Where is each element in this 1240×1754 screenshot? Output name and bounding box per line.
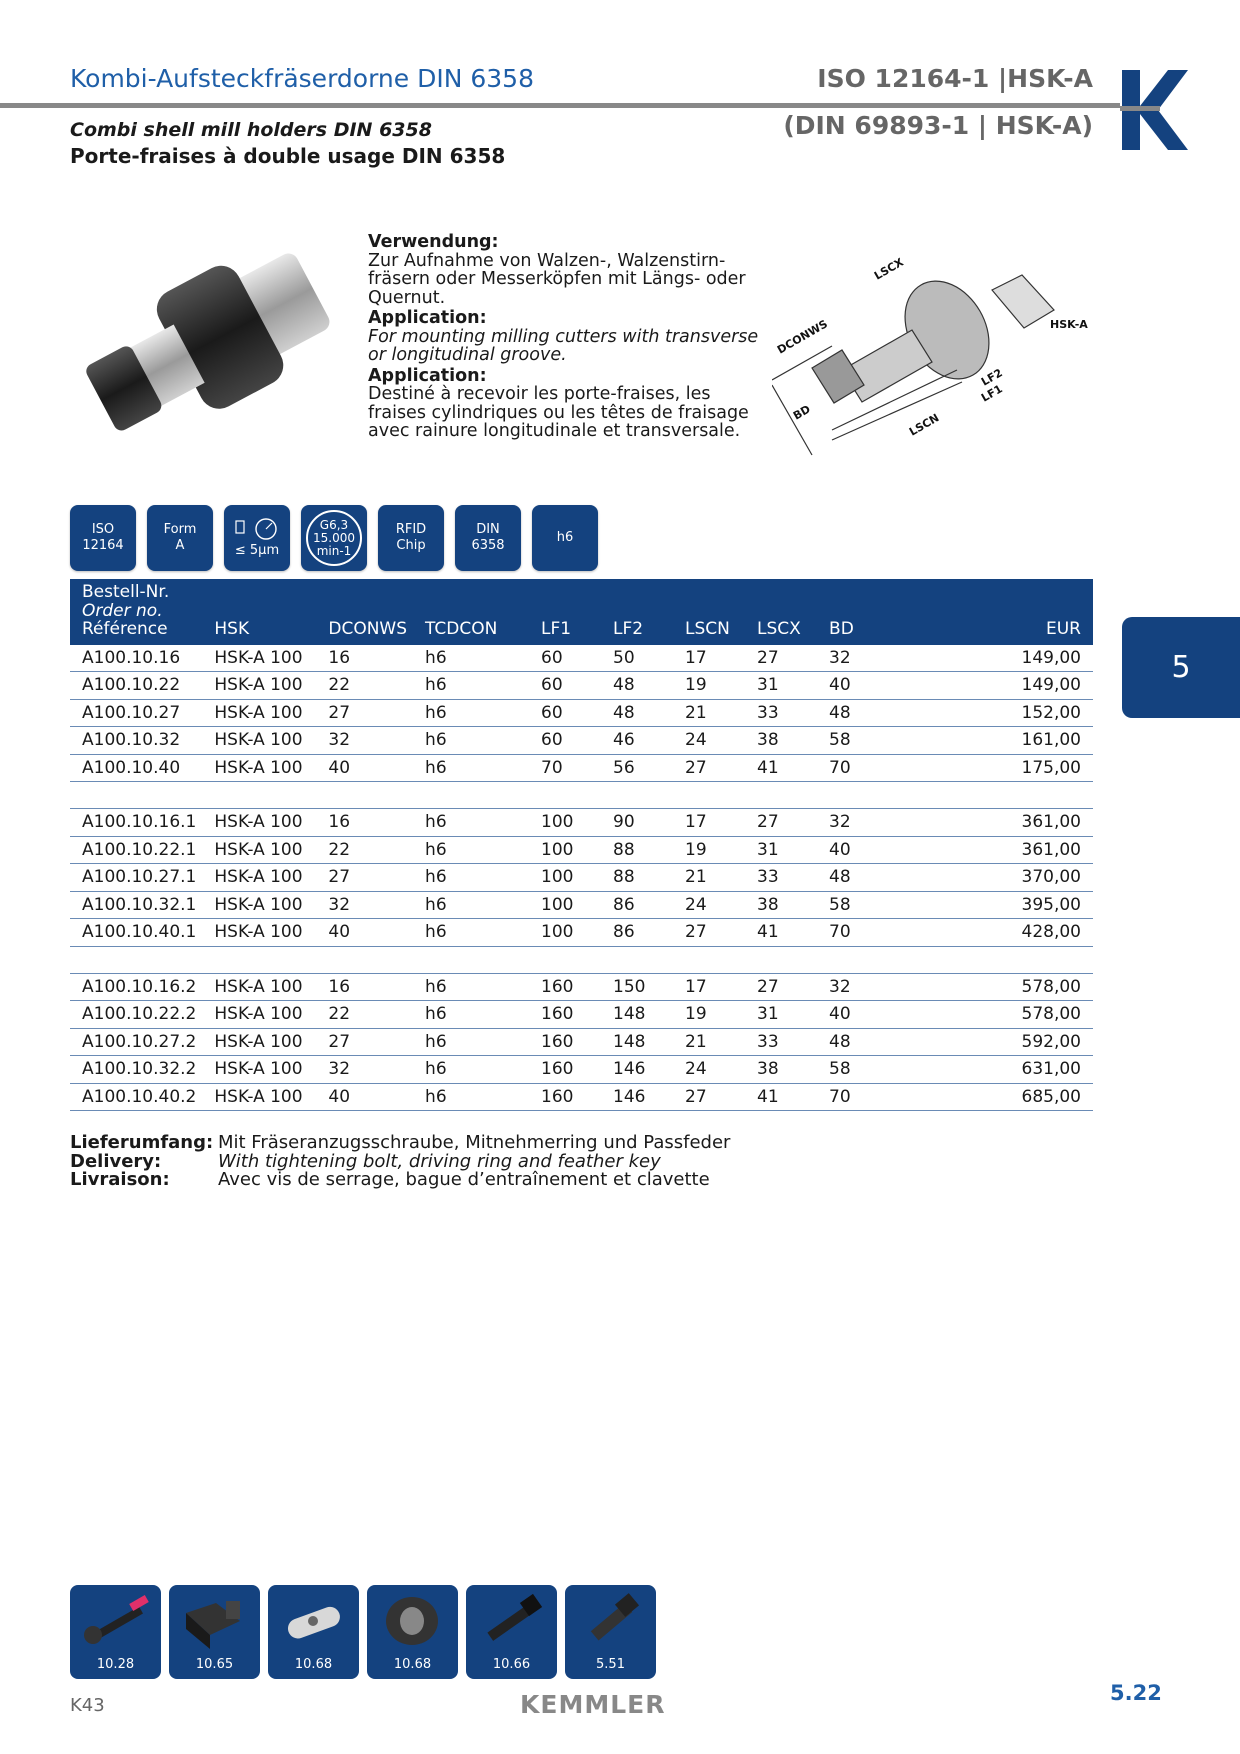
wrench-icon	[75, 1591, 155, 1653]
table-cell: h6	[413, 645, 529, 672]
table-cell: 38	[745, 1056, 817, 1084]
table-cell: 60	[529, 727, 601, 755]
table-cell: HSK-A 100	[202, 754, 316, 782]
table-cell: 38	[745, 727, 817, 755]
table-body	[70, 645, 1093, 1111]
table-row[interactable]	[70, 672, 1093, 700]
table-cell: 88	[601, 864, 673, 892]
header-lscx: LSCX	[745, 579, 817, 645]
table-cell: 100	[529, 864, 601, 892]
table-cell: 631,00	[889, 1056, 1093, 1084]
table-cell: 175,00	[889, 754, 1093, 782]
pull-stud-icon	[570, 1591, 650, 1653]
table-cell: 60	[529, 699, 601, 727]
table-cell: 685,00	[889, 1083, 1093, 1111]
table-cell: 33	[745, 1028, 817, 1056]
table-cell: 31	[745, 1001, 817, 1029]
table-row[interactable]	[70, 727, 1093, 755]
header-order-no: Bestell-Nr. Order no. Référence	[70, 579, 202, 645]
table-cell: 24	[673, 891, 745, 919]
table-cell: h6	[413, 836, 529, 864]
table-cell: 27	[745, 809, 817, 837]
table-cell: 27	[316, 864, 413, 892]
table-cell: HSK-A 100	[202, 891, 316, 919]
accessory-wrench[interactable]: 10.28	[70, 1585, 161, 1679]
table-cell: 40	[316, 1083, 413, 1111]
table-row[interactable]	[70, 645, 1093, 672]
table-row[interactable]	[70, 973, 1093, 1001]
table-cell: 41	[745, 1083, 817, 1111]
table-cell: 21	[673, 1028, 745, 1056]
label-dconws: DCONWS	[775, 317, 830, 357]
table-cell: HSK-A 100	[202, 645, 316, 672]
table-cell: HSK-A 100	[202, 809, 316, 837]
bolt-icon	[471, 1591, 551, 1653]
standard-din: (DIN 69893-1 | HSK-A)	[783, 111, 1093, 140]
table-cell: 27	[316, 699, 413, 727]
table-cell: 100	[529, 891, 601, 919]
table-cell: 58	[817, 1056, 889, 1084]
group-separator	[70, 782, 1093, 809]
table-cell: 578,00	[889, 973, 1093, 1001]
table-cell: 40	[817, 836, 889, 864]
table-cell: 160	[529, 1028, 601, 1056]
table-cell: A100.10.32	[70, 727, 202, 755]
table-cell: h6	[413, 699, 529, 727]
table-cell: 578,00	[889, 1001, 1093, 1029]
table-row[interactable]	[70, 809, 1093, 837]
table-cell: A100.10.40.1	[70, 919, 202, 947]
table-cell: 32	[316, 891, 413, 919]
table-cell: h6	[413, 672, 529, 700]
table-cell: A100.10.27.2	[70, 1028, 202, 1056]
feature-badges	[70, 505, 598, 571]
separator-cell	[70, 946, 1093, 973]
table-cell: 22	[316, 836, 413, 864]
table-row[interactable]	[70, 1001, 1093, 1029]
table-cell: 33	[745, 864, 817, 892]
table-cell: 33	[745, 699, 817, 727]
separator-cell	[70, 782, 1093, 809]
table-cell: A100.10.27	[70, 699, 202, 727]
table-cell: 40	[316, 919, 413, 947]
table-cell: HSK-A 100	[202, 1056, 316, 1084]
table-cell: 361,00	[889, 809, 1093, 837]
table-cell: 46	[601, 727, 673, 755]
header-eur: EUR	[889, 579, 1093, 645]
desc-en-text: For mounting milling cutters with transverse or longitudinal groove.	[368, 326, 759, 365]
table-cell: 100	[529, 836, 601, 864]
table-cell: 32	[316, 1056, 413, 1084]
table-cell: A100.10.32.2	[70, 1056, 202, 1084]
dimension-diagram	[772, 250, 1096, 462]
table-cell: 21	[673, 864, 745, 892]
header-lf1: LF1	[529, 579, 601, 645]
ring-icon	[372, 1591, 452, 1653]
header-rule	[0, 103, 1120, 108]
header-bd: BD	[817, 579, 889, 645]
table-cell: h6	[413, 973, 529, 1001]
table-cell: 27	[316, 1028, 413, 1056]
table-cell: HSK-A 100	[202, 672, 316, 700]
table-cell: 38	[745, 891, 817, 919]
table-cell: 27	[673, 919, 745, 947]
table-cell: 148	[601, 1001, 673, 1029]
table-cell: A100.10.40	[70, 754, 202, 782]
header-lscn: LSCN	[673, 579, 745, 645]
subtitle-fr: Porte-fraises à double usage DIN 6358	[70, 144, 506, 168]
footer-code: K43	[70, 1695, 105, 1716]
table-cell: A100.10.22.2	[70, 1001, 202, 1029]
table-cell: 22	[316, 1001, 413, 1029]
table-cell: h6	[413, 727, 529, 755]
label-lf1: LF1	[979, 382, 1005, 405]
product-image	[68, 234, 352, 462]
table-cell: 70	[529, 754, 601, 782]
description	[368, 233, 768, 441]
accessory-ring[interactable]: 10.68	[367, 1585, 458, 1679]
drive-ring-icon	[174, 1591, 254, 1653]
feather-key-icon	[273, 1591, 353, 1653]
table-cell: 58	[817, 727, 889, 755]
table-cell: 90	[601, 809, 673, 837]
table-cell: 17	[673, 645, 745, 672]
badge-tolerance: h6	[532, 505, 598, 571]
table-cell: 31	[745, 836, 817, 864]
table-cell: HSK-A 100	[202, 836, 316, 864]
table-cell: 161,00	[889, 727, 1093, 755]
footer-brand: KEMMLER	[520, 1690, 666, 1719]
subtitle-en: Combi shell mill holders DIN 6358	[70, 119, 432, 141]
accessory-pull-stud[interactable]: 5.51	[565, 1585, 656, 1679]
table-cell: HSK-A 100	[202, 973, 316, 1001]
table-row[interactable]	[70, 754, 1093, 782]
table-cell: h6	[413, 809, 529, 837]
delivery-en-label: Delivery:	[70, 1150, 162, 1172]
table-cell: 592,00	[889, 1028, 1093, 1056]
table-cell: 17	[673, 973, 745, 1001]
table-cell: A100.10.22	[70, 672, 202, 700]
table-cell: HSK-A 100	[202, 919, 316, 947]
table-cell: 148	[601, 1028, 673, 1056]
accessory-links	[70, 1585, 656, 1679]
standard-iso: ISO 12164-1 |HSK-A	[817, 64, 1093, 93]
table-cell: 40	[817, 1001, 889, 1029]
table-row[interactable]	[70, 1056, 1093, 1084]
badge-form: Form A	[147, 505, 213, 571]
table-cell: 19	[673, 836, 745, 864]
table-cell: HSK-A 100	[202, 1001, 316, 1029]
table-cell: 56	[601, 754, 673, 782]
product-table	[70, 579, 1093, 1111]
table-cell: 21	[673, 699, 745, 727]
table-cell: 428,00	[889, 919, 1093, 947]
table-cell: 152,00	[889, 699, 1093, 727]
table-cell: 100	[529, 809, 601, 837]
table-cell: h6	[413, 864, 529, 892]
table-cell: 370,00	[889, 864, 1093, 892]
table-cell: 50	[601, 645, 673, 672]
label-lf2: LF2	[979, 366, 1005, 389]
table-row[interactable]	[70, 1083, 1093, 1111]
delivery-fr-text: Avec vis de serrage, bague d’entraînement et clavette	[218, 1169, 710, 1190]
table-cell: A100.10.22.1	[70, 836, 202, 864]
table-cell: 16	[316, 809, 413, 837]
table-cell: 395,00	[889, 891, 1093, 919]
table-row[interactable]	[70, 836, 1093, 864]
label-bd: BD	[791, 402, 813, 423]
table-cell: HSK-A 100	[202, 727, 316, 755]
table-cell: h6	[413, 891, 529, 919]
table-cell: HSK-A 100	[202, 1028, 316, 1056]
accessory-drive-ring[interactable]: 10.65	[169, 1585, 260, 1679]
table-row[interactable]	[70, 891, 1093, 919]
table-cell: 160	[529, 1083, 601, 1111]
badge-din: DIN 6358	[455, 505, 521, 571]
table-cell: 160	[529, 973, 601, 1001]
delivery-en-text: With tightening bolt, driving ring and feather key	[218, 1150, 661, 1172]
table-cell: A100.10.16	[70, 645, 202, 672]
table-cell: 86	[601, 919, 673, 947]
kemmler-logo-icon	[1120, 70, 1190, 150]
table-cell: 150	[601, 973, 673, 1001]
table-cell: 160	[529, 1001, 601, 1029]
table-cell: 40	[316, 754, 413, 782]
table-row[interactable]	[70, 864, 1093, 892]
table-cell: 86	[601, 891, 673, 919]
table-cell: 361,00	[889, 836, 1093, 864]
table-cell: 48	[817, 699, 889, 727]
delivery-de-label: Lieferumfang:	[70, 1132, 214, 1153]
page-number: 5.22	[1110, 1681, 1162, 1705]
table-row[interactable]	[70, 1028, 1093, 1056]
table-cell: 22	[316, 672, 413, 700]
accessory-feather-key[interactable]: 10.68	[268, 1585, 359, 1679]
desc-de-heading: Verwendung:	[368, 232, 499, 252]
table-cell: 60	[529, 672, 601, 700]
table-cell: 32	[817, 973, 889, 1001]
badge-balance: G6,3 15.000 min-1	[301, 505, 367, 571]
table-cell: 146	[601, 1083, 673, 1111]
badge-rfid: RFID Chip	[378, 505, 444, 571]
table-row[interactable]	[70, 699, 1093, 727]
table-cell: 48	[601, 672, 673, 700]
table-cell: 100	[529, 919, 601, 947]
table-row[interactable]	[70, 919, 1093, 947]
delivery-fr-label: Livraison:	[70, 1169, 170, 1190]
table-cell: 41	[745, 919, 817, 947]
table-cell: 27	[745, 973, 817, 1001]
table-cell: 24	[673, 727, 745, 755]
gauge-icon	[232, 517, 282, 543]
table-cell: 48	[817, 864, 889, 892]
table-cell: 31	[745, 672, 817, 700]
label-lscx: LSCX	[872, 255, 906, 283]
table-cell: 146	[601, 1056, 673, 1084]
table-cell: 32	[817, 809, 889, 837]
table-cell: 160	[529, 1056, 601, 1084]
table-cell: 70	[817, 1083, 889, 1111]
table-cell: HSK-A 100	[202, 1083, 316, 1111]
table-cell: 24	[673, 1056, 745, 1084]
table-cell: A100.10.40.2	[70, 1083, 202, 1111]
group-separator	[70, 946, 1093, 973]
table-cell: 70	[817, 754, 889, 782]
accessory-bolt[interactable]: 10.66	[466, 1585, 557, 1679]
delivery-de-text: Mit Fräseranzugsschraube, Mitnehmerring und Passfeder	[218, 1132, 731, 1153]
table-cell: h6	[413, 1083, 529, 1111]
table-cell: h6	[413, 919, 529, 947]
table-cell: h6	[413, 1028, 529, 1056]
header-dconws: DCONWS	[316, 579, 413, 645]
table-cell: 48	[817, 1028, 889, 1056]
table-cell: 17	[673, 809, 745, 837]
table-cell: 16	[316, 973, 413, 1001]
table-cell: 70	[817, 919, 889, 947]
table-cell: 60	[529, 645, 601, 672]
table-cell: A100.10.16.2	[70, 973, 202, 1001]
table-cell: 149,00	[889, 645, 1093, 672]
table-cell: HSK-A 100	[202, 864, 316, 892]
table-cell: HSK-A 100	[202, 699, 316, 727]
table-cell: A100.10.32.1	[70, 891, 202, 919]
desc-de-text: Zur Aufnahme von Walzen-, Walzenstirn-fräsern oder Messerköpfen mit Längs- oder Quernut.	[368, 250, 746, 308]
chapter-tab[interactable]: 5	[1122, 617, 1240, 718]
page-title: Kombi-Aufsteckfräserdorne DIN 6358	[70, 64, 534, 93]
label-lscn: LSCN	[907, 411, 942, 439]
table-cell: 27	[745, 645, 817, 672]
table-cell: h6	[413, 1001, 529, 1029]
label-hsk: HSK-A	[1050, 318, 1088, 331]
table-cell: h6	[413, 1056, 529, 1084]
table-cell: 32	[817, 645, 889, 672]
table-cell: 19	[673, 1001, 745, 1029]
table-cell: A100.10.16.1	[70, 809, 202, 837]
table-cell: 27	[673, 1083, 745, 1111]
badge-iso: ISO 12164	[70, 505, 136, 571]
table-cell: 32	[316, 727, 413, 755]
header-tcdcon: TCDCON	[413, 579, 529, 645]
header-lf2: LF2	[601, 579, 673, 645]
table-cell: 149,00	[889, 672, 1093, 700]
table-cell: 16	[316, 645, 413, 672]
table-cell: A100.10.27.1	[70, 864, 202, 892]
table-cell: 88	[601, 836, 673, 864]
table-cell: 19	[673, 672, 745, 700]
desc-fr-heading: Application:	[368, 365, 487, 386]
table-cell: 41	[745, 754, 817, 782]
table-cell: 48	[601, 699, 673, 727]
desc-en-heading: Application:	[368, 308, 487, 328]
badge-runout: ≤ 5µm	[224, 505, 290, 571]
table-cell: 58	[817, 891, 889, 919]
header-hsk: HSK	[202, 579, 316, 645]
table-cell: h6	[413, 754, 529, 782]
table-cell: 40	[817, 672, 889, 700]
desc-fr-text: Destiné à recevoir les porte-fraises, les fraises cylindriques ou les têtes de fraisage avec rainure longitudinale et transversale.	[368, 384, 749, 441]
table-cell: 27	[673, 754, 745, 782]
